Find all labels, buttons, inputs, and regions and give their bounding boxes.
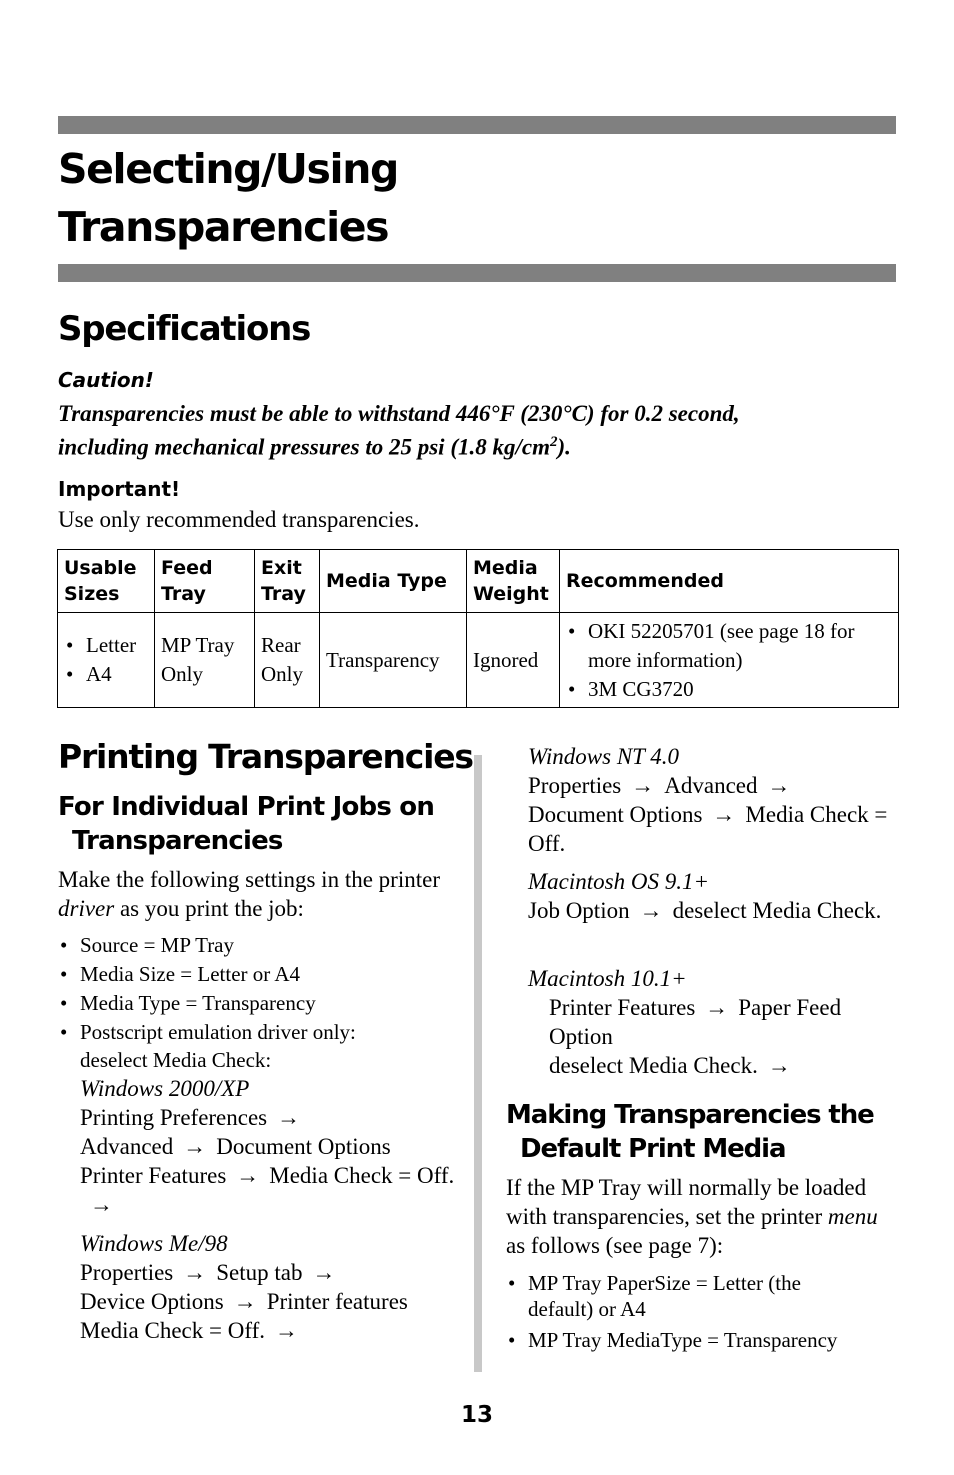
printing-heading: Printing Transparencies bbox=[58, 737, 473, 776]
mac9-steps: Job Option → deselect Media Check. bbox=[528, 898, 882, 923]
winnt-steps: Properties → Advanced → Document Options → Media Check = Off. bbox=[528, 773, 888, 856]
header-feed-tray: Feed Tray bbox=[155, 550, 255, 613]
win2000-label: Windows 2000/XP bbox=[80, 1076, 250, 1101]
caution-line-1: Transparencies must be able to withstand 446°F (230°C) for 0.2 second, bbox=[58, 401, 740, 426]
title-rule bbox=[58, 264, 896, 282]
winme-label: Windows Me/98 bbox=[80, 1231, 228, 1256]
mac10-steps: Printer Features → Paper Feed Option deselect Media Check. → bbox=[549, 995, 842, 1078]
list-item: • Postscript emulation driver only: deselect Media Check: bbox=[58, 1018, 410, 1074]
mac10-label: Macintosh 10.1+ bbox=[528, 966, 687, 991]
important-text: Use only recommended transparencies. bbox=[58, 507, 420, 532]
page-title: Selecting/Using Transparencies bbox=[58, 145, 398, 251]
cell-media-weight: Ignored bbox=[467, 613, 560, 708]
list-item: • MP Tray MediaType = Transparency bbox=[506, 1326, 898, 1354]
recommended-item: • 3M CG3720 bbox=[566, 675, 892, 704]
winme-block bbox=[80, 1229, 470, 1345]
header-exit-tray: Exit Tray bbox=[255, 550, 320, 613]
list-item: • Source = MP Tray bbox=[58, 931, 468, 959]
caution-superscript: 2 bbox=[549, 434, 558, 450]
cell-sizes bbox=[58, 613, 155, 708]
caution-line-2: including mechanical pressures to 25 psi (1.8 $kg/cm^2$). bbox=[58, 434, 571, 460]
mac9-label: Macintosh OS 9.1+ bbox=[528, 869, 709, 894]
page-number: 13 bbox=[460, 1402, 493, 1428]
mac9-block bbox=[528, 867, 898, 925]
default-media-list bbox=[506, 1270, 898, 1354]
printing-intro: Make the following settings in the printer driver as you print the job: bbox=[58, 867, 440, 921]
winnt-label: Windows NT 4.0 bbox=[528, 744, 680, 769]
table-row bbox=[58, 613, 899, 708]
caution-text bbox=[58, 399, 898, 462]
win2000-steps: Printing Preferences → Advanced → Document Options Printer Features → Media Check = Off. → bbox=[80, 1105, 455, 1217]
specifications-heading: Specifications bbox=[58, 309, 311, 349]
list-item: • MP Tray PaperSize = Letter (the default) or A4 bbox=[506, 1270, 858, 1322]
specifications-table bbox=[57, 549, 899, 708]
header-media-type: Media Type bbox=[320, 550, 467, 613]
cell-feed-tray: MP Tray Only bbox=[155, 613, 255, 708]
printing-settings-list bbox=[58, 931, 468, 1074]
important-label: Important! bbox=[58, 477, 181, 501]
caution-label: Caution! bbox=[58, 368, 154, 392]
list-item: • Media Type = Transparency bbox=[58, 989, 468, 1017]
winme-steps: Properties → Setup tab → Device Options → Printer features Media Check = Off. → bbox=[80, 1260, 408, 1343]
win2000-block bbox=[80, 1074, 470, 1219]
column-divider bbox=[474, 755, 482, 1372]
size-item: • Letter bbox=[64, 631, 148, 660]
recommended-item: • OKI 52205701 (see page 18 for more information) bbox=[566, 617, 892, 675]
cell-recommended bbox=[560, 613, 899, 708]
size-item: • A4 bbox=[64, 660, 148, 689]
header-usable-sizes: Usable Sizes bbox=[58, 550, 155, 613]
cell-exit-tray: Rear Only bbox=[255, 613, 320, 708]
default-media-heading: Making Transparencies the Default Print Media bbox=[506, 1100, 874, 1164]
default-media-intro: If the MP Tray will normally be loaded with transparencies, set the printer menu as follows (see page 7): bbox=[506, 1175, 878, 1258]
top-rule bbox=[58, 116, 896, 134]
header-media-weight: Media Weight bbox=[467, 550, 560, 613]
winnt-block bbox=[528, 742, 898, 858]
header-recommended: Recommended bbox=[560, 550, 899, 613]
mac10-block bbox=[528, 964, 898, 1080]
table-header-row bbox=[58, 550, 899, 613]
individual-jobs-heading: For Individual Print Jobs on Transparencies bbox=[58, 792, 435, 856]
cell-media-type: Transparency bbox=[320, 613, 467, 708]
list-item: • Media Size = Letter or A4 bbox=[58, 960, 468, 988]
